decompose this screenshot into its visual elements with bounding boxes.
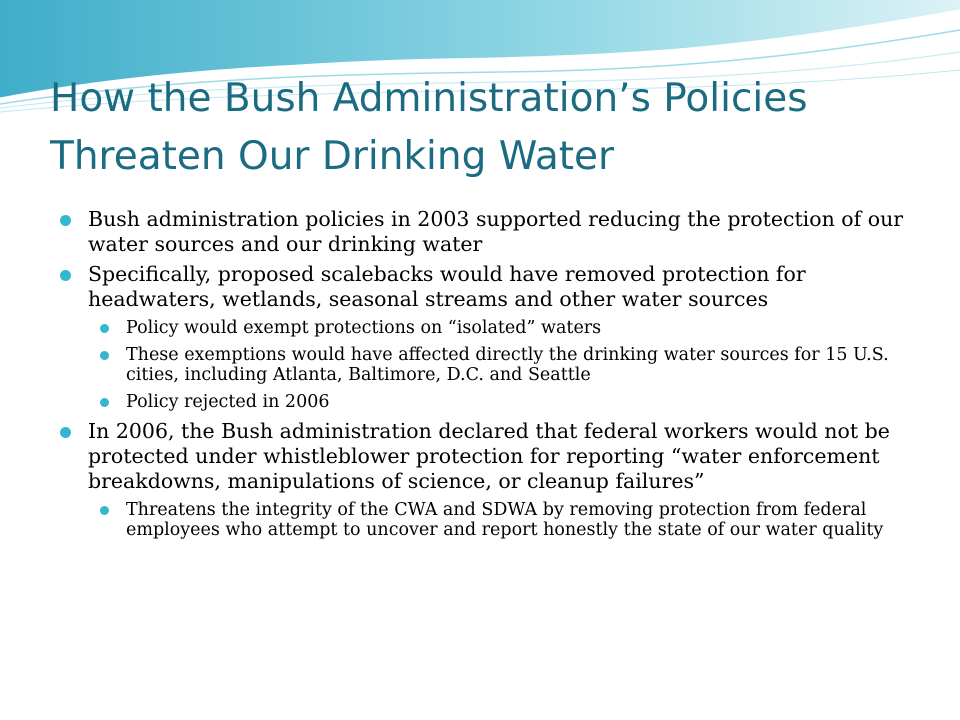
sub-bullet-text: Threatens the integrity of the CWA and SDWA by removing protection from federal employees who attempt to uncover and report honestly the state of our water quality bbox=[126, 500, 884, 540]
sub-bullet-list bbox=[100, 500, 920, 540]
sub-bullet-list bbox=[100, 318, 920, 412]
sub-bullet-item bbox=[100, 345, 920, 385]
bullet-dot-icon bbox=[60, 427, 71, 438]
bullet-text: In 2006, the Bush administration declared that federal workers would not be protected under whistleblower protection for reporting “water enforcement breakdowns, manipulations of science, or cleanup failures” bbox=[88, 419, 890, 493]
sub-bullet-item bbox=[100, 318, 920, 338]
bullet-item bbox=[60, 419, 920, 540]
bullet-item bbox=[60, 262, 920, 412]
sub-bullet-text: Policy would exempt protections on “isolated” waters bbox=[126, 318, 602, 338]
sub-bullet-text: These exemptions would have affected directly the drinking water sources for 15 U.S. cities, including Atlanta, Baltimore, D.C. and Seattle bbox=[126, 345, 889, 385]
sub-bullet-dot-icon bbox=[100, 506, 109, 515]
sub-bullet-dot-icon bbox=[100, 351, 109, 360]
sub-bullet-dot-icon bbox=[100, 398, 109, 407]
slide-title: How the Bush Administration’s Policies Threaten Our Drinking Water bbox=[50, 76, 808, 179]
bullet-list bbox=[60, 207, 920, 547]
bullet-text: Specifically, proposed scalebacks would have removed protection for headwaters, wetlands, seasonal streams and other water sources bbox=[88, 262, 806, 311]
bullet-dot-icon bbox=[60, 270, 71, 281]
sub-bullet-item bbox=[100, 392, 920, 412]
bullet-dot-icon bbox=[60, 215, 71, 226]
sub-bullet-dot-icon bbox=[100, 324, 109, 333]
sub-bullet-item bbox=[100, 500, 920, 540]
bullet-text: Bush administration policies in 2003 supported reducing the protection of our water sources and our drinking water bbox=[88, 207, 904, 256]
sub-bullet-text: Policy rejected in 2006 bbox=[126, 392, 330, 412]
bullet-item bbox=[60, 207, 920, 257]
